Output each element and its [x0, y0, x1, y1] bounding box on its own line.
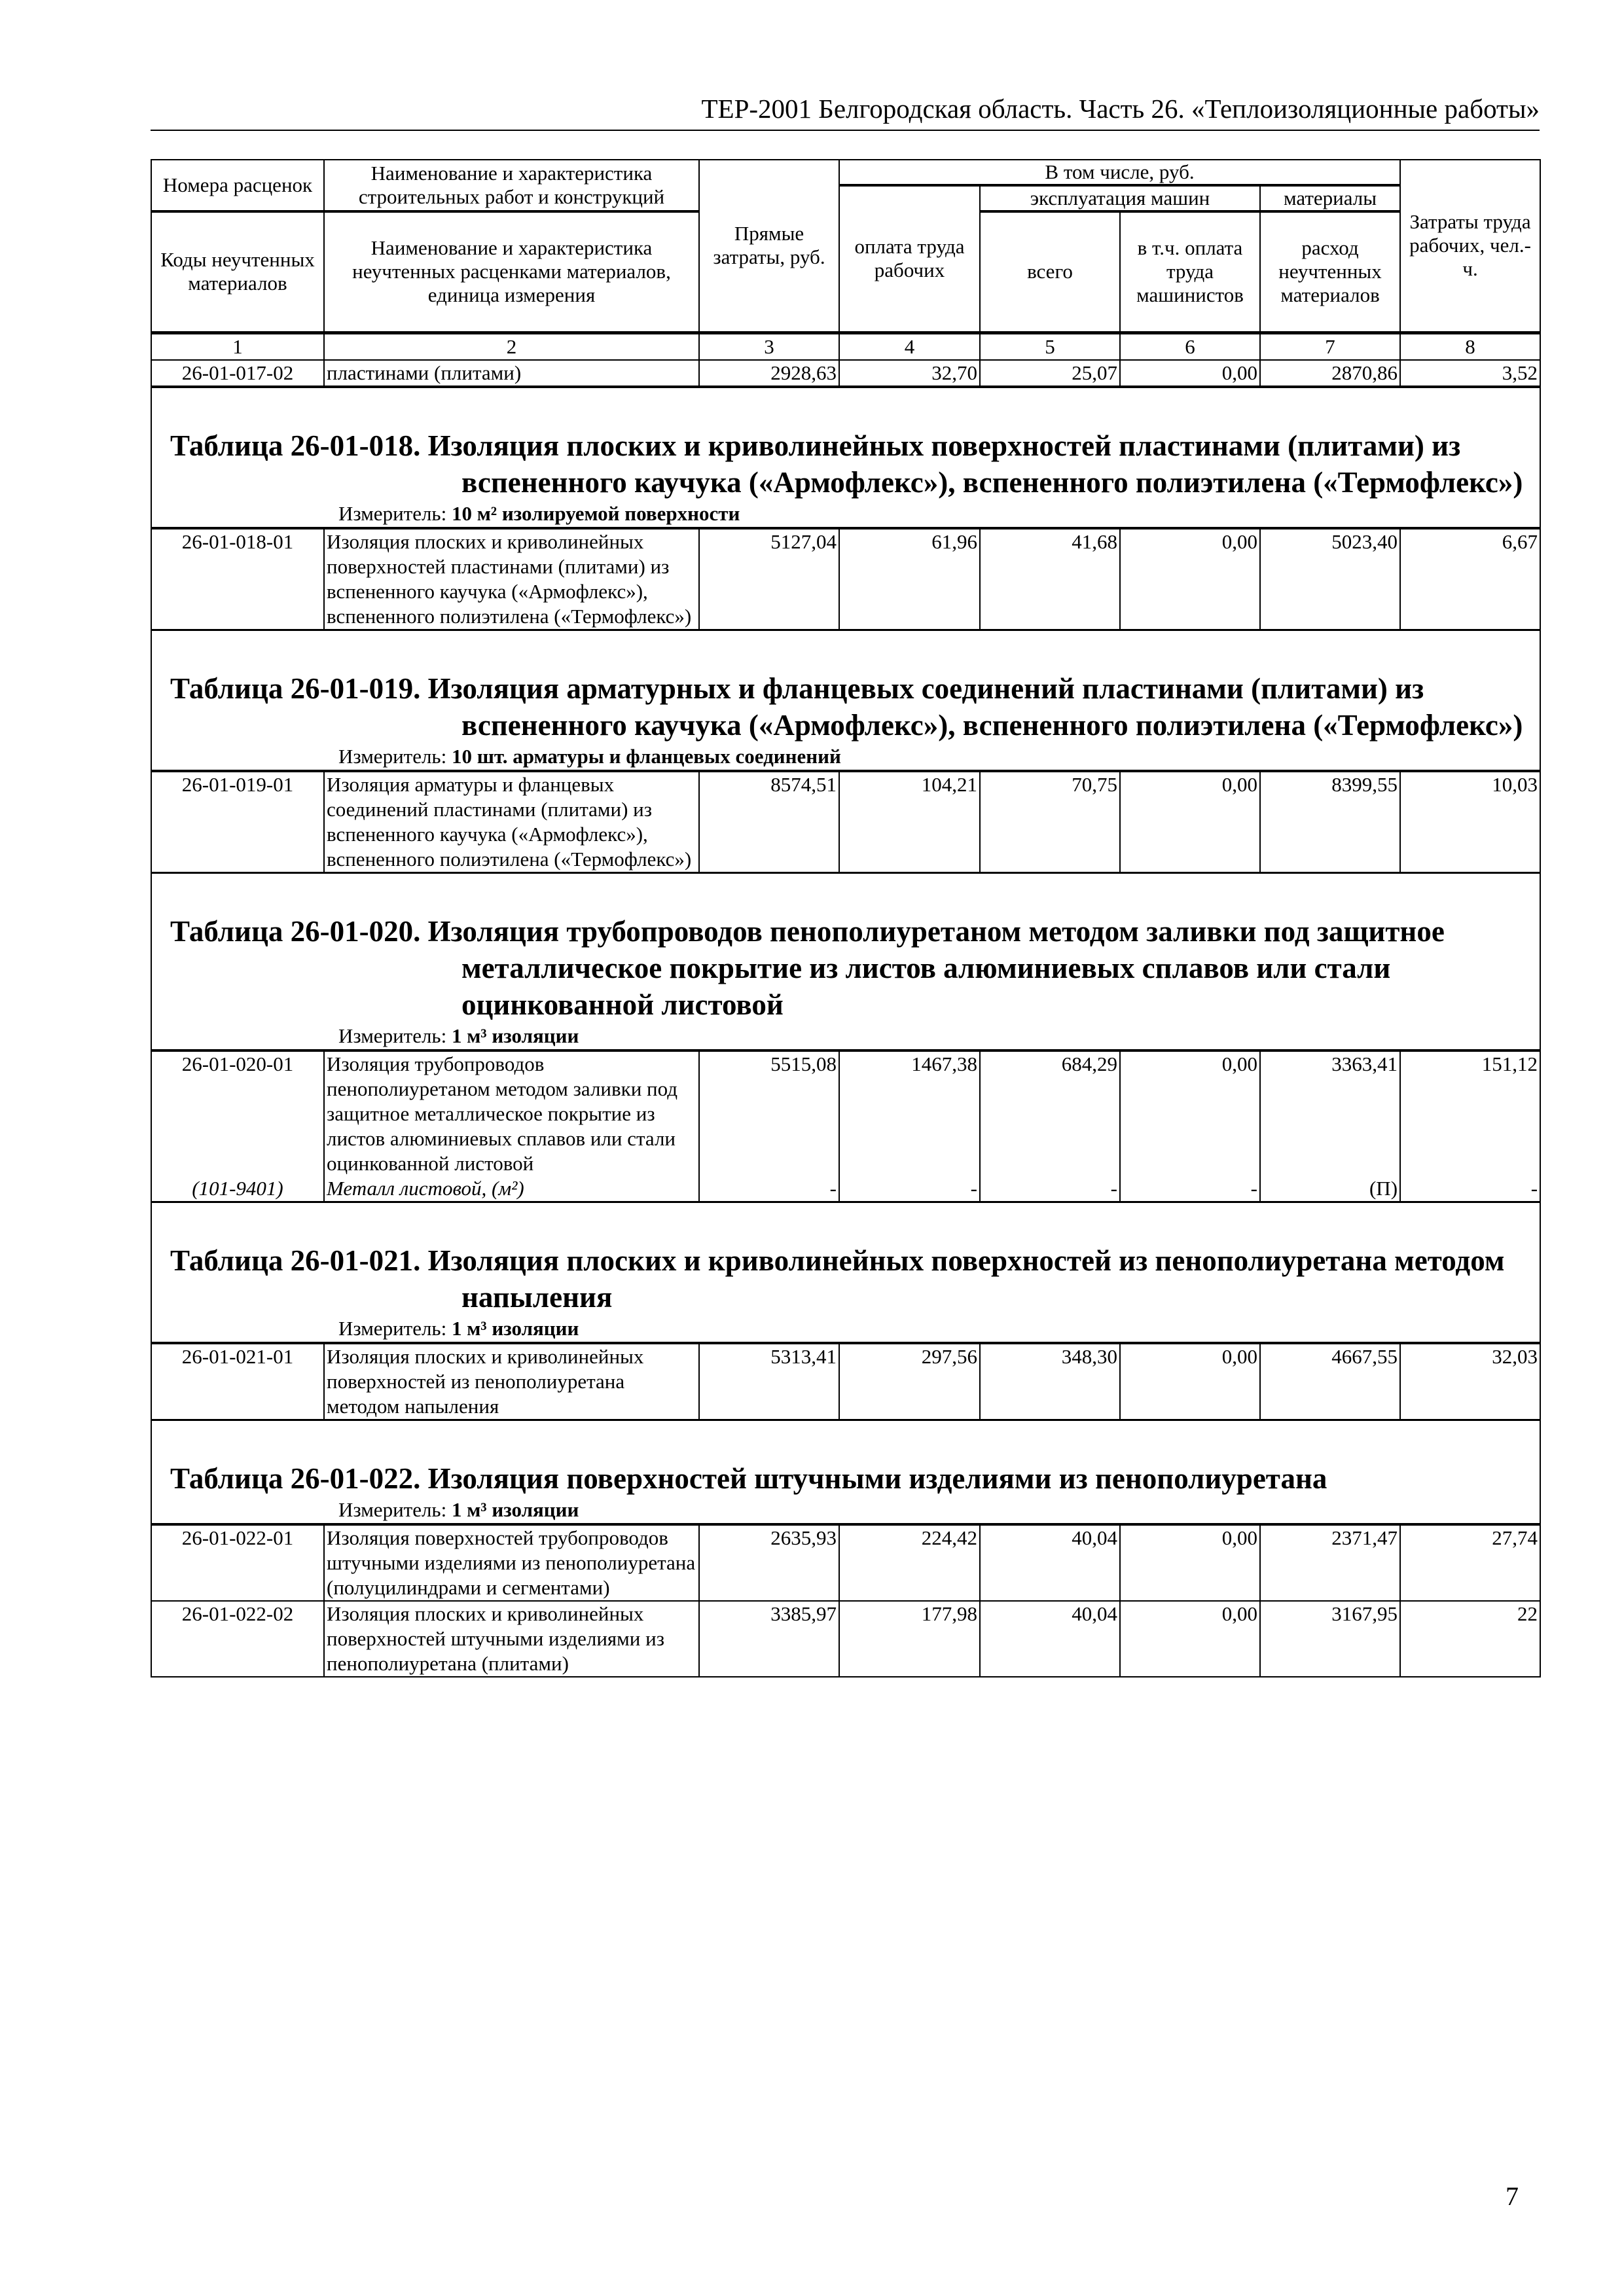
meter-label: Измеритель:	[338, 501, 447, 525]
value-operator-pay: 0,00	[1120, 1524, 1260, 1601]
col-header-rate-numbers: Номера расценок	[151, 160, 324, 211]
value-direct-costs: 5515,08	[699, 1050, 839, 1176]
value-worker-pay: 177,98	[839, 1601, 980, 1677]
col-header-worker-pay: оплата труда рабочих	[839, 185, 980, 332]
col-header-machines: эксплуатация машин	[980, 185, 1260, 211]
meter-row	[151, 1316, 1540, 1343]
meter-value: 1 м³ изоляции	[451, 1316, 579, 1340]
value-direct-costs: 5313,41	[699, 1343, 839, 1420]
meter-cell	[151, 501, 1540, 528]
col-header-work-name: Наименование и характеристика строительных работ и конструкций	[324, 160, 699, 211]
value-labor-hours: 22	[1400, 1601, 1540, 1677]
section-title-cell	[151, 387, 1540, 501]
value-worker-pay: 32,70	[839, 360, 980, 387]
col-header-material-usage: расход неучтенных материалов	[1260, 211, 1400, 332]
value-operator-pay: 0,00	[1120, 1601, 1260, 1677]
section-title-cell	[151, 630, 1540, 744]
value-direct-costs: 2928,63	[699, 360, 839, 387]
rate-name: Изоляция плоских и криволинейных поверхностей из пенополиуретана методом напыления	[324, 1343, 699, 1420]
col-header-operator-pay: в т.ч. оплата труда машинистов	[1120, 211, 1260, 332]
value-direct-costs: -	[699, 1176, 839, 1202]
value-machines-total: 25,07	[980, 360, 1120, 387]
rate-code: (101-9401)	[151, 1176, 324, 1202]
section-title: Таблица 26-01-021. Изоляция плоских и криволинейных поверхностей из пенополиуретана методом напыления	[170, 1244, 1505, 1314]
table-row	[151, 1601, 1540, 1677]
column-number: 5	[980, 332, 1120, 360]
page-number: 7	[1506, 2181, 1519, 2211]
value-labor-hours: 6,67	[1400, 528, 1540, 630]
meter-cell	[151, 744, 1540, 771]
column-number: 7	[1260, 332, 1400, 360]
value-operator-pay: 0,00	[1120, 1343, 1260, 1420]
table-row	[151, 528, 1540, 630]
meter-value: 1 м³ изоляции	[451, 1024, 579, 1047]
section-title-cell	[151, 1420, 1540, 1497]
section-title-row	[151, 387, 1540, 501]
value-direct-costs: 5127,04	[699, 528, 839, 630]
rate-code: 26-01-022-02	[151, 1601, 324, 1677]
rate-code: 26-01-022-01	[151, 1524, 324, 1601]
meter-value: 1 м³ изоляции	[451, 1498, 579, 1521]
meter-label: Измеритель:	[338, 1316, 447, 1340]
col-header-material-codes: Коды неучтенных материалов	[151, 211, 324, 332]
value-materials: 3167,95	[1260, 1601, 1400, 1677]
section-title-cell	[151, 872, 1540, 1023]
table-row	[151, 1343, 1540, 1420]
value-worker-pay: 297,56	[839, 1343, 980, 1420]
column-number: 6	[1120, 332, 1260, 360]
value-machines-total: 41,68	[980, 528, 1120, 630]
meter-cell	[151, 1497, 1540, 1524]
rate-code: 26-01-020-01	[151, 1050, 324, 1176]
value-worker-pay: 61,96	[839, 528, 980, 630]
value-operator-pay: 0,00	[1120, 1050, 1260, 1176]
column-number: 8	[1400, 332, 1540, 360]
value-worker-pay: 224,42	[839, 1524, 980, 1601]
value-worker-pay: -	[839, 1176, 980, 1202]
value-machines-total: 40,04	[980, 1524, 1120, 1601]
value-machines-total: 348,30	[980, 1343, 1120, 1420]
rate-name: Изоляция трубопроводов пенополиуретаном методом заливки под защитное металлическое покрытие из листов алюминиевых сплавов или стали оцинкованной листовой	[324, 1050, 699, 1176]
column-number: 2	[324, 332, 699, 360]
col-header-materials: материалы	[1260, 185, 1400, 211]
section-title-row	[151, 1420, 1540, 1497]
rates-table	[151, 159, 1541, 1677]
col-header-including: В том числе, руб.	[839, 160, 1400, 185]
value-materials: 4667,55	[1260, 1343, 1400, 1420]
value-operator-pay: -	[1120, 1176, 1260, 1202]
rate-name: Изоляция поверхностей трубопроводов штучными изделиями из пенополиуретана (полуцилиндрами и сегментами)	[324, 1524, 699, 1601]
value-labor-hours: 10,03	[1400, 771, 1540, 873]
meter-label: Измеритель:	[338, 744, 447, 768]
value-worker-pay: 1467,38	[839, 1050, 980, 1176]
meter-label: Измеритель:	[338, 1024, 447, 1047]
meter-row	[151, 1023, 1540, 1050]
column-number: 3	[699, 332, 839, 360]
meter-value: 10 м² изолируемой поверхности	[451, 501, 740, 525]
value-materials: 5023,40	[1260, 528, 1400, 630]
value-machines-total: 684,29	[980, 1050, 1120, 1176]
value-materials: 8399,55	[1260, 771, 1400, 873]
rate-name: Металл листовой, (м²)	[324, 1176, 699, 1202]
value-direct-costs: 8574,51	[699, 771, 839, 873]
rate-code: 26-01-021-01	[151, 1343, 324, 1420]
table-row	[151, 1524, 1540, 1601]
col-header-machines-total: всего	[980, 211, 1120, 332]
column-number: 4	[839, 332, 980, 360]
section-title-row	[151, 1202, 1540, 1316]
value-operator-pay: 0,00	[1120, 528, 1260, 630]
section-title-row	[151, 872, 1540, 1023]
rate-code: 26-01-018-01	[151, 528, 324, 630]
material-row	[151, 1176, 1540, 1202]
rate-code: 26-01-019-01	[151, 771, 324, 873]
meter-value: 10 шт. арматуры и фланцевых соединений	[451, 744, 841, 768]
value-labor-hours: -	[1400, 1176, 1540, 1202]
value-materials: 2870,86	[1260, 360, 1400, 387]
meter-cell	[151, 1023, 1540, 1050]
meter-row	[151, 501, 1540, 528]
col-header-labor: Затраты труда рабочих, чел.-ч.	[1400, 160, 1540, 332]
value-materials: (П)	[1260, 1176, 1400, 1202]
section-title-row	[151, 630, 1540, 744]
value-materials: 2371,47	[1260, 1524, 1400, 1601]
value-direct-costs: 2635,93	[699, 1524, 839, 1601]
meter-row	[151, 1497, 1540, 1524]
meter-cell	[151, 1316, 1540, 1343]
section-title: Таблица 26-01-018. Изоляция плоских и криволинейных поверхностей пластинами (плитами) из вспененного каучука («Армофлекс»), вспененного полиэтилена («Термофлекс»)	[170, 429, 1523, 499]
rate-name: пластинами (плитами)	[324, 360, 699, 387]
value-operator-pay: 0,00	[1120, 771, 1260, 873]
value-direct-costs: 3385,97	[699, 1601, 839, 1677]
value-operator-pay: 0,00	[1120, 360, 1260, 387]
rate-code: 26-01-017-02	[151, 360, 324, 387]
value-labor-hours: 3,52	[1400, 360, 1540, 387]
table-row	[151, 1050, 1540, 1176]
running-header: ТЕР-2001 Белгородская область. Часть 26. «Теплоизоляционные работы»	[151, 92, 1540, 131]
section-title-cell	[151, 1202, 1540, 1316]
col-header-material-names: Наименование и характеристика неучтенных расценками материалов, единица измерения	[324, 211, 699, 332]
value-materials: 3363,41	[1260, 1050, 1400, 1176]
rate-name: Изоляция плоских и криволинейных поверхностей пластинами (плитами) из вспененного каучука («Армофлекс»), вспененного полиэтилена («Термофлекс»)	[324, 528, 699, 630]
rate-name: Изоляция арматуры и фланцевых соединений пластинами (плитами) из вспененного каучука («Армофлекс»), вспененного полиэтилена («Термофлекс»)	[324, 771, 699, 873]
table-row	[151, 771, 1540, 873]
value-labor-hours: 27,74	[1400, 1524, 1540, 1601]
value-labor-hours: 32,03	[1400, 1343, 1540, 1420]
col-header-direct-costs: Прямые затраты, руб.	[699, 160, 839, 332]
value-machines-total: 70,75	[980, 771, 1120, 873]
section-title: Таблица 26-01-020. Изоляция трубопроводов пенополиуретаном методом заливки под защитное металлическое покрытие из листов алюминиевых сплавов или стали оцинкованной листовой	[170, 914, 1445, 1021]
section-title: Таблица 26-01-022. Изоляция поверхностей штучными изделиями из пенополиуретана	[170, 1462, 1327, 1495]
section-title: Таблица 26-01-019. Изоляция арматурных и фланцевых соединений пластинами (плитами) из вспененного каучука («Армофлекс»), вспененного полиэтилена («Термофлекс»)	[170, 672, 1523, 742]
column-number: 1	[151, 332, 324, 360]
value-machines-total: 40,04	[980, 1601, 1120, 1677]
meter-label: Измеритель:	[338, 1498, 447, 1521]
value-labor-hours: 151,12	[1400, 1050, 1540, 1176]
meter-row	[151, 744, 1540, 771]
value-worker-pay: 104,21	[839, 771, 980, 873]
value-machines-total: -	[980, 1176, 1120, 1202]
rate-name: Изоляция плоских и криволинейных поверхностей штучными изделиями из пенополиуретана (плитами)	[324, 1601, 699, 1677]
